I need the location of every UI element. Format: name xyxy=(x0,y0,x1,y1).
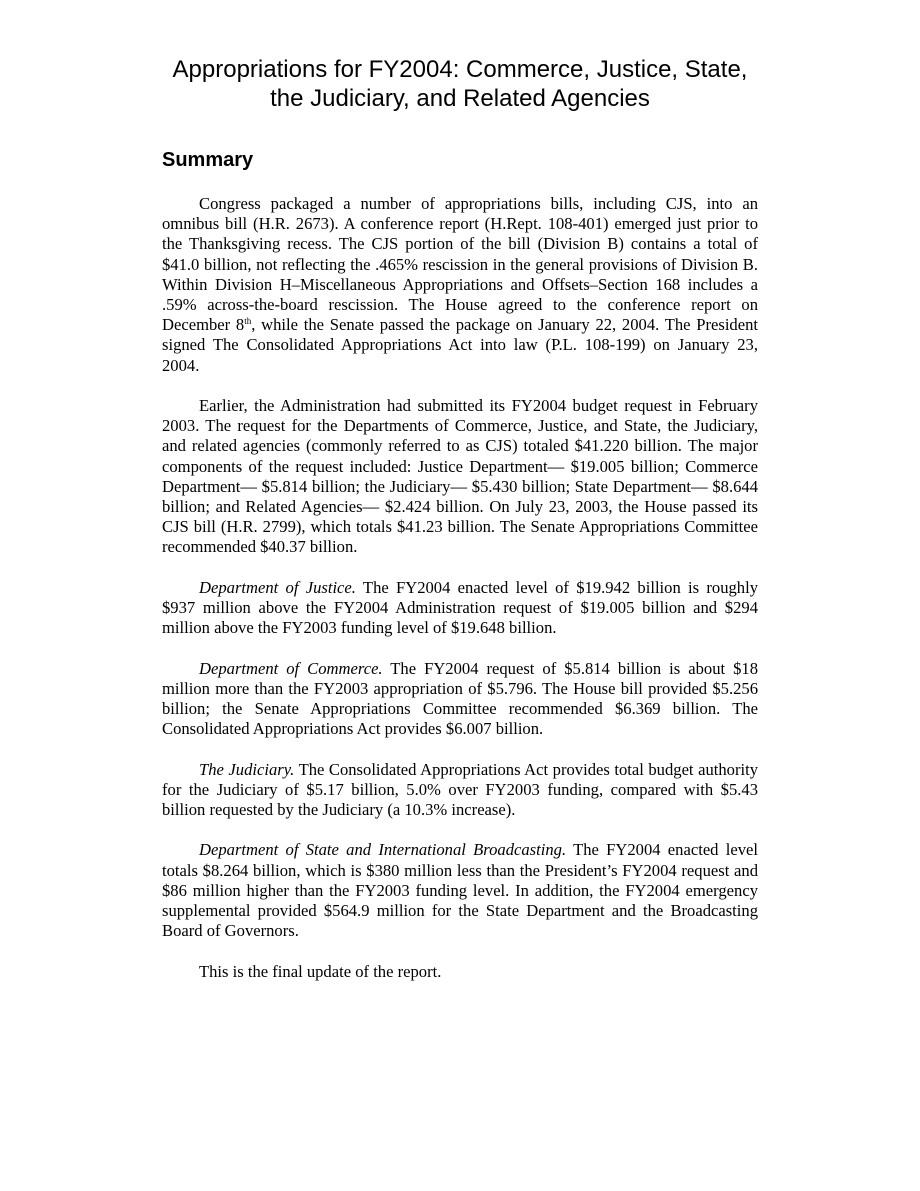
paragraph-final-update xyxy=(162,962,758,982)
paragraph-text: The Consolidated Appropriations Act provides total budget authority for the Judiciary of $5.17 billion, 5.0% over FY2003 funding, compared with $5.43 billion requested by the Judiciary (a 10.3% increase). xyxy=(162,759,758,820)
title-line-1: Appropriations for FY2004: Commerce, Justice, State, xyxy=(172,56,748,83)
document-title xyxy=(130,55,790,113)
paragraph-text: The FY2004 enacted level totals $8.264 billion, which is $380 million less than the President’s FY2004 request and $86 million higher than the FY2003 funding level. In addition, the FY2004 emergency supplemental provided $564.9 million for the State Department and the Broadcasting Board of Governors. xyxy=(162,840,758,941)
paragraph-budget-request xyxy=(162,396,758,558)
paragraph-label: Department of State and International Broadcasting. xyxy=(199,840,567,860)
paragraph-label: The Judiciary. xyxy=(199,759,295,779)
paragraph-label: Department of Justice. xyxy=(199,577,356,597)
paragraph-text: This is the final update of the report. xyxy=(199,961,442,981)
paragraph-omnibus xyxy=(162,194,758,376)
paragraph-text: Congress packaged a number of appropriations bills, including CJS, into an omnibus bill (H.R. 2673). A conference report (H.Rept. 108-401) emerged just prior to the Thanksgiving recess. The CJS portion of the bill (Division B) contains a total of $41.0 billion, not reflecting the .465% rescission in the general provisions of Division B. Within Division H–Miscellaneous Appropriations and Offsets–Section 168 includes a .59% across-the-board rescission. The House agreed to the conference report on December 8 xyxy=(162,194,758,335)
summary-body xyxy=(162,194,758,1002)
paragraph-text: The FY2004 enacted level of $19.942 billion is roughly $937 million above the FY2004 Administration request of $19.005 billion and $294 million above the FY2003 funding level of $19.648 billion. xyxy=(162,577,758,638)
ordinal-superscript: th xyxy=(244,316,252,327)
paragraph-commerce xyxy=(162,659,758,740)
paragraph-text: Earlier, the Administration had submitted its FY2004 budget request in February 2003. The request for the Departments of Commerce, Justice, and State, the Judiciary, and related agencies (commonly referred to as CJS) totaled $41.220 billion. The major components of the request included: Justice Department— $19.005 billion; Commerce Department— $5.814 billion; the Judiciary— $5.430 billion; State Department— $8.644 billion; and Related Agencies— $2.424 billion. On July 23, 2003, the House passed its CJS bill (H.R. 2799), which totals $41.23 billion. The Senate Appropriations Committee recommended $40.37 billion. xyxy=(162,396,758,557)
paragraph-justice xyxy=(162,578,758,639)
summary-heading: Summary xyxy=(162,149,254,171)
paragraph-label: Department of Commerce. xyxy=(199,658,383,678)
paragraph-text: The FY2004 request of $5.814 billion is about $18 million more than the FY2003 appropriation of $5.796. The House bill provided $5.256 billion; the Senate Appropriations Committee recommended $6.369 billion. The Consolidated Appropriations Act provides $6.007 billion. xyxy=(162,658,759,739)
title-line-2: the Judiciary, and Related Agencies xyxy=(270,85,650,112)
paragraph-text: , while the Senate passed the package on January 22, 2004. The President signed The Consolidated Appropriations Act into law (P.L. 108-199) on January 23, 2004. xyxy=(162,315,758,375)
paragraph-judiciary xyxy=(162,760,758,821)
paragraph-state xyxy=(162,840,758,941)
